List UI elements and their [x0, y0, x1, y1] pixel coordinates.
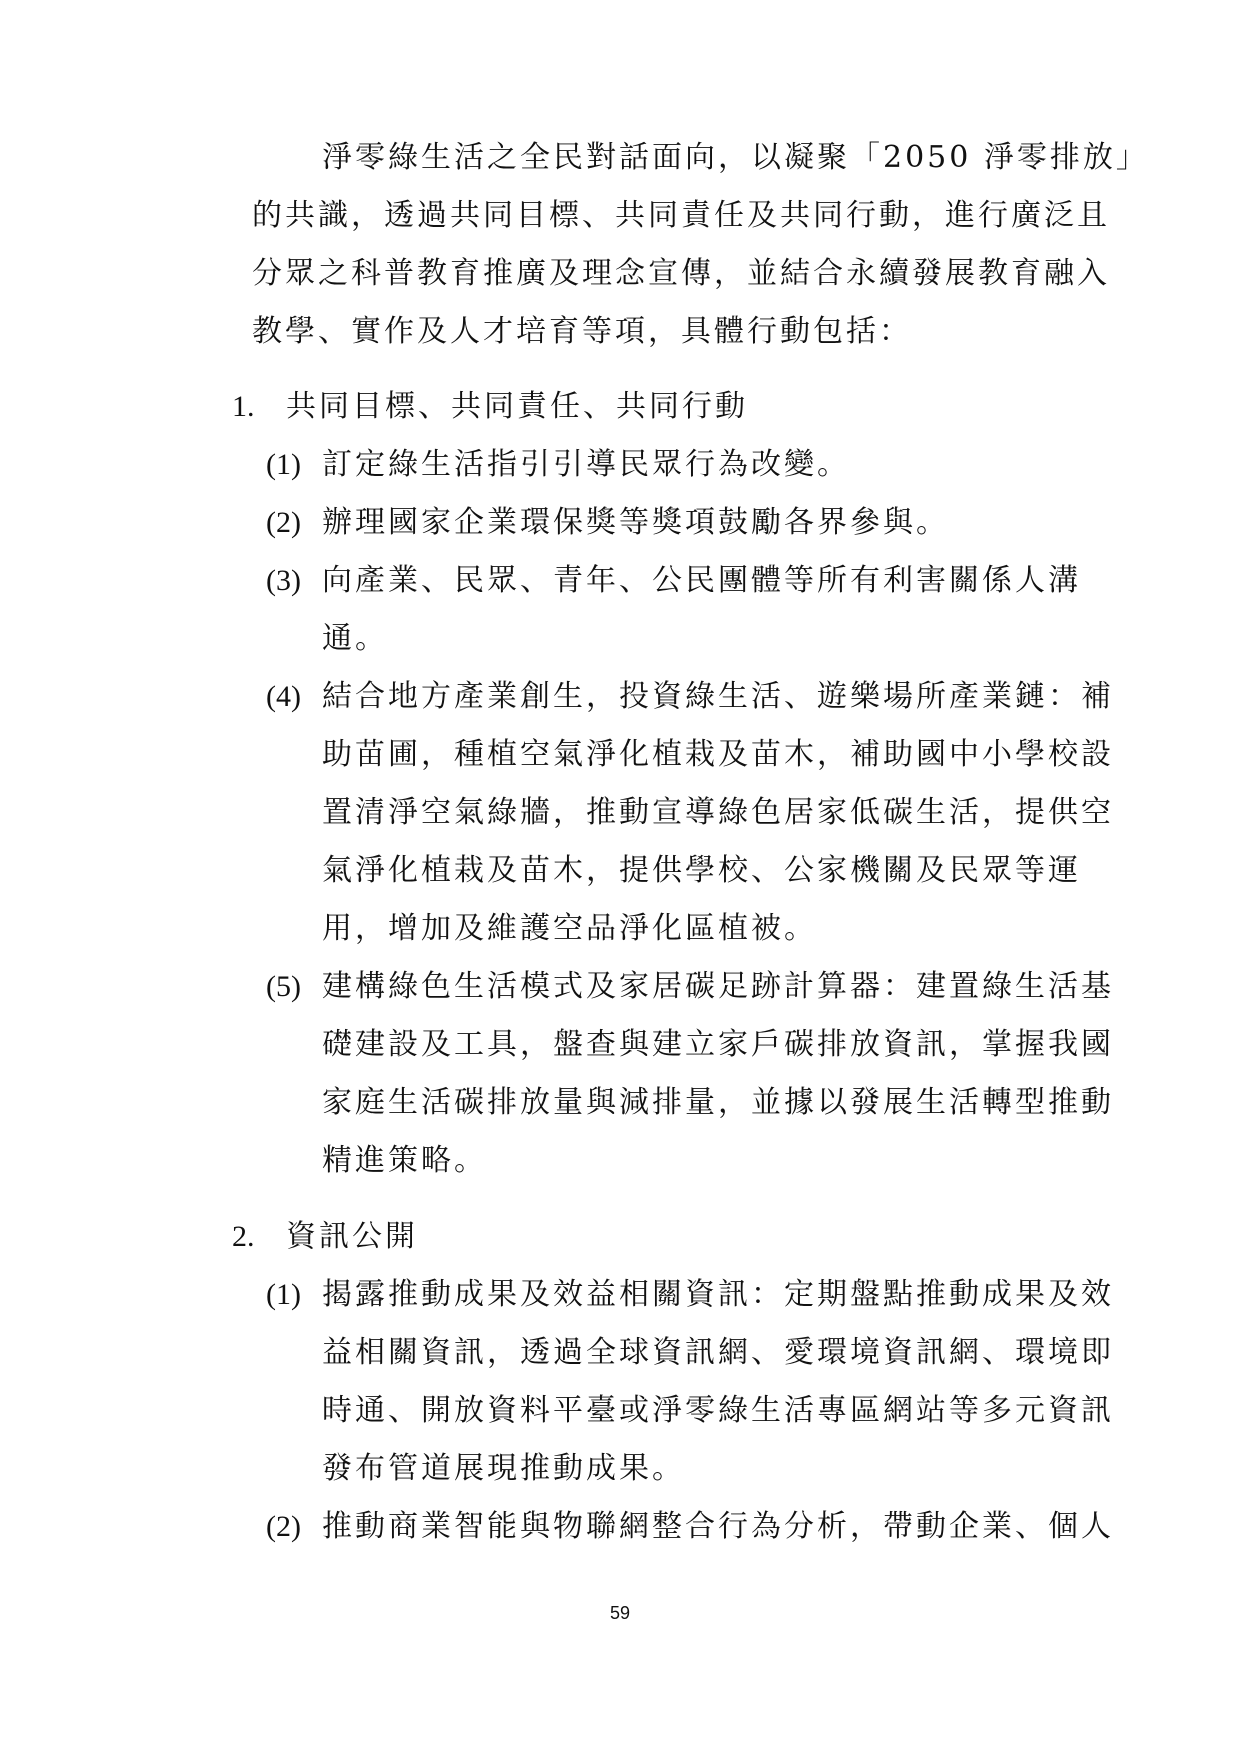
- intro-line: 教學、實作及人才培育等項，具體行動包括：: [252, 314, 912, 349]
- item-line: 精進策略。: [322, 1143, 487, 1178]
- item-line: 助苗圃，種植空氣淨化植栽及苗木，補助國中小學校設: [322, 737, 1114, 772]
- item-line: 礎建設及工具，盤查與建立家戶碳排放資訊，掌握我國: [322, 1027, 1114, 1062]
- intro-line: 分眾之科普教育推廣及理念宣傳，並結合永續發展教育融入: [252, 256, 1110, 291]
- intro-line: 的共識，透過共同目標、共同責任及共同行動，進行廣泛且: [252, 198, 1110, 233]
- item-line: 訂定綠生活指引引導民眾行為改變。: [322, 447, 850, 482]
- section-number: 2.: [232, 1220, 255, 1253]
- item-line: 揭露推動成果及效益相關資訊：定期盤點推動成果及效: [322, 1277, 1114, 1312]
- item-line: 辦理國家企業環保獎等獎項鼓勵各界參與。: [322, 505, 949, 540]
- item-number: (2): [266, 506, 301, 539]
- intro-line: 淨零綠生活之全民對話面向，以凝聚「2050 淨零排放」: [322, 140, 1149, 175]
- item-line: 結合地方產業創生，投資綠生活、遊樂場所產業鏈：補: [322, 679, 1114, 714]
- item-number: (2): [266, 1510, 301, 1543]
- item-line: 家庭生活碳排放量與減排量，並據以發展生活轉型推動: [322, 1085, 1114, 1120]
- item-line: 氣淨化植栽及苗木，提供學校、公家機關及民眾等運: [322, 853, 1081, 888]
- section-title: 資訊公開: [286, 1219, 418, 1254]
- item-number: (1): [266, 1278, 301, 1311]
- section-title: 共同目標、共同責任、共同行動: [286, 389, 748, 424]
- item-line: 時通、開放資料平臺或淨零綠生活專區網站等多元資訊: [322, 1393, 1114, 1428]
- item-line: 建構綠色生活模式及家居碳足跡計算器：建置綠生活基: [322, 969, 1114, 1004]
- item-line: 置清淨空氣綠牆，推動宣導綠色居家低碳生活，提供空: [322, 795, 1114, 830]
- item-number: (5): [266, 970, 301, 1003]
- page-number: 59: [609, 1603, 631, 1623]
- item-line: 用，增加及維護空品淨化區植被。: [322, 911, 817, 946]
- item-number: (1): [266, 448, 301, 481]
- item-line: 推動商業智能與物聯網整合行為分析，帶動企業、個人: [322, 1509, 1114, 1544]
- item-number: (3): [266, 564, 301, 597]
- item-line: 發布管道展現推動成果。: [322, 1451, 685, 1486]
- item-line: 向產業、民眾、青年、公民團體等所有利害關係人溝: [322, 563, 1081, 598]
- item-number: (4): [266, 680, 301, 713]
- item-line: 益相關資訊，透過全球資訊網、愛環境資訊網、環境即: [322, 1335, 1114, 1370]
- section-number: 1.: [232, 390, 255, 423]
- item-line: 通。: [322, 621, 388, 656]
